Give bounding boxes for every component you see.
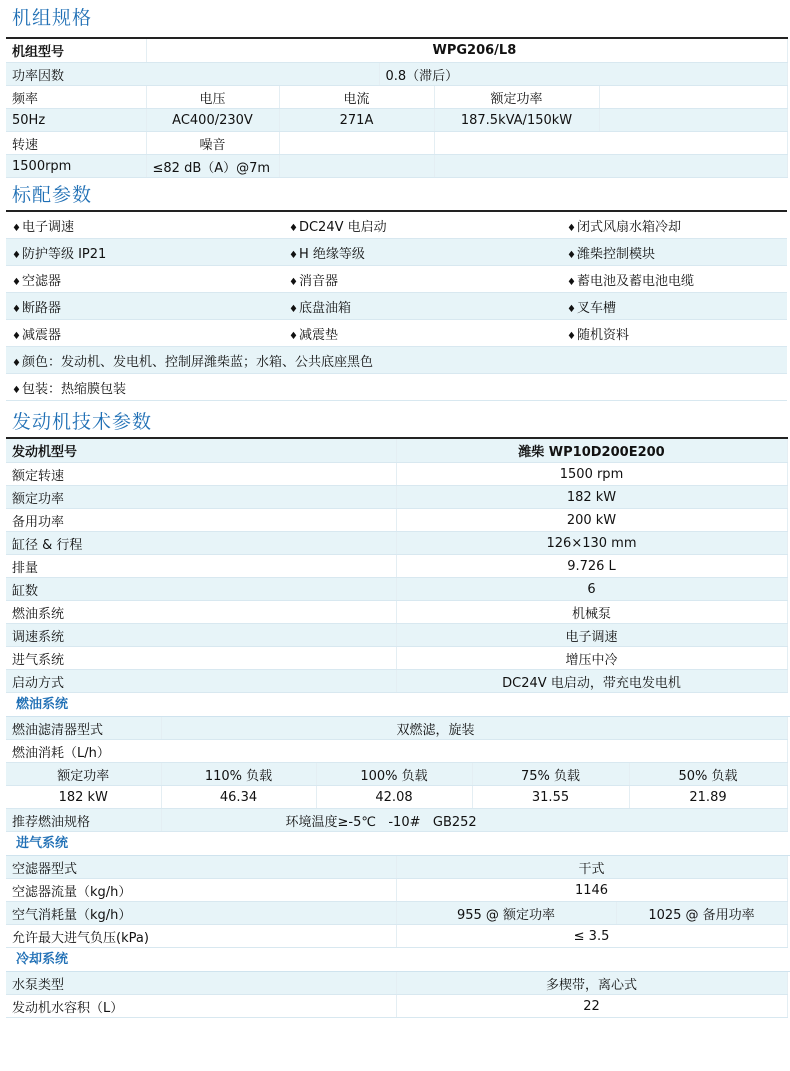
table-row — [6, 647, 787, 670]
table-row — [6, 155, 787, 178]
feature-item: ♦ 叉车槽 — [561, 293, 787, 320]
freq-value: 50Hz — [6, 109, 146, 132]
table-row — [6, 555, 787, 578]
engine-model-value: 潍柴 WP10D200E200 — [396, 438, 787, 463]
engine-param-value: 6 — [396, 578, 787, 601]
fuel-load-header: 75% 负载 — [472, 763, 629, 786]
feature-item: ♦ DC24V 电启动 — [283, 211, 561, 239]
fuel-spec-value: 环境温度≥-5℃ -10# GB252 — [161, 809, 787, 832]
engine-param-value: 182 kW — [396, 486, 787, 509]
unit-model-label: 机组型号 — [6, 38, 146, 63]
standard-config-table — [6, 210, 787, 401]
cooling-system-title: 冷却系统 — [6, 948, 790, 972]
noise-label: 噪音 — [146, 132, 279, 155]
feature-item: ♦ 减震垫 — [283, 320, 561, 347]
section-title-standard-config: 标配参数 — [12, 184, 93, 206]
speed-value: 1500rpm — [6, 155, 146, 178]
unit-spec-table — [6, 37, 788, 178]
table-row — [6, 670, 787, 693]
speed-label: 转速 — [6, 132, 146, 155]
unit-model-value: WPG206/L8 — [146, 38, 787, 63]
power-factor-label: 功率因数 — [6, 63, 379, 86]
fuel-filter-label: 燃油滤清器型式 — [6, 717, 161, 740]
noise-value: ≤82 dB（A）@7m — [146, 155, 279, 178]
engine-model-label: 发动机型号 — [6, 438, 396, 463]
table-row — [6, 763, 787, 786]
table-row — [6, 902, 787, 925]
feature-item: ♦ 底盘油箱 — [283, 293, 561, 320]
engine-param-label: 缸数 — [6, 578, 396, 601]
engine-param-label: 额定功率 — [6, 486, 396, 509]
engine-water-capacity-value: 22 — [396, 995, 787, 1018]
engine-param-label: 启动方式 — [6, 670, 396, 693]
table-row — [6, 856, 787, 879]
feature-item: ♦ 消音器 — [283, 266, 561, 293]
air-filter-type-value: 干式 — [396, 856, 787, 879]
table-row — [6, 486, 787, 509]
freq-label: 频率 — [6, 86, 146, 109]
section-title-unit-spec: 机组规格 — [12, 7, 93, 29]
air-filter-flow-label: 空滤器流量（kg/h） — [6, 879, 396, 902]
table-row — [6, 972, 787, 995]
table-row — [6, 266, 787, 293]
voltage-value: AC400/230V — [146, 109, 279, 132]
engine-param-value: DC24V 电启动，带充电发电机 — [396, 670, 787, 693]
intake-table — [6, 856, 788, 948]
engine-param-label: 额定转速 — [6, 463, 396, 486]
engine-water-capacity-label: 发动机水容积（L） — [6, 995, 396, 1018]
feature-item: ♦ 潍柴控制模块 — [561, 239, 787, 266]
table-row — [6, 717, 787, 740]
rated-power-value: 187.5kVA/150kW — [434, 109, 599, 132]
table-row — [6, 63, 787, 86]
air-filter-type-label: 空滤器型式 — [6, 856, 396, 879]
table-row — [6, 239, 787, 266]
feature-item: ♦ 空滤器 — [6, 266, 283, 293]
current-value: 271A — [279, 109, 434, 132]
package-note: ♦ 包装：热缩膜包装 — [6, 374, 787, 401]
engine-param-value: 200 kW — [396, 509, 787, 532]
max-intake-negative-pressure-value: ≤ 3.5 — [396, 925, 787, 948]
table-row — [6, 740, 787, 763]
fuel-load-header: 50% 负载 — [629, 763, 787, 786]
table-row — [6, 347, 787, 374]
max-intake-negative-pressure-label: 允许最大进气负压(kPa) — [6, 925, 396, 948]
engine-param-value: 9.726 L — [396, 555, 787, 578]
table-row — [6, 879, 787, 902]
engine-param-value: 机械泵 — [396, 601, 787, 624]
table-row — [6, 925, 787, 948]
engine-param-value: 126×130 mm — [396, 532, 787, 555]
engine-param-value: 1500 rpm — [396, 463, 787, 486]
air-filter-flow-value: 1146 — [396, 879, 787, 902]
engine-param-label: 调速系统 — [6, 624, 396, 647]
fuel-spec-label: 推荐燃油规格 — [6, 809, 161, 832]
section-title-engine-params: 发动机技术参数 — [12, 411, 153, 433]
intake-system-title: 进气系统 — [6, 832, 790, 856]
fuel-load-value: 21.89 — [629, 786, 787, 809]
air-consumption-standby: 1025 @ 备用功率 — [616, 902, 787, 925]
table-row — [6, 509, 787, 532]
water-pump-type-value: 多楔带，离心式 — [396, 972, 787, 995]
engine-param-value: 增压中冷 — [396, 647, 787, 670]
table-row — [6, 109, 787, 132]
current-label: 电流 — [279, 86, 434, 109]
fuel-load-header: 额定功率 — [6, 763, 161, 786]
water-pump-type-label: 水泵类型 — [6, 972, 396, 995]
rated-power-label: 额定功率 — [434, 86, 599, 109]
fuel-load-header: 100% 负载 — [316, 763, 472, 786]
table-row — [6, 601, 787, 624]
fuel-load-value: 31.55 — [472, 786, 629, 809]
table-row — [6, 532, 787, 555]
engine-param-label: 进气系统 — [6, 647, 396, 670]
table-row — [6, 786, 787, 809]
feature-item: ♦ 断路器 — [6, 293, 283, 320]
fuel-load-value: 182 kW — [6, 786, 161, 809]
fuel-load-value: 42.08 — [316, 786, 472, 809]
feature-item: ♦ 蓄电池及蓄电池电缆 — [561, 266, 787, 293]
fuel-system-title: 燃油系统 — [6, 693, 790, 717]
engine-param-value: 电子调速 — [396, 624, 787, 647]
air-consumption-rated: 955 @ 额定功率 — [396, 902, 616, 925]
engine-table — [6, 437, 788, 693]
feature-item: ♦ 减震器 — [6, 320, 283, 347]
table-row — [6, 578, 787, 601]
table-row — [6, 438, 787, 463]
table-row — [6, 320, 787, 347]
color-note: ♦ 颜色：发动机、发电机、控制屏潍柴蓝；水箱、公共底座黑色 — [6, 347, 514, 374]
air-consumption-label: 空气消耗量（kg/h） — [6, 902, 396, 925]
voltage-label: 电压 — [146, 86, 279, 109]
power-factor-value: 0.8（滞后） — [379, 63, 787, 86]
engine-param-label: 排量 — [6, 555, 396, 578]
feature-item: ♦ 防护等级 IP21 — [6, 239, 283, 266]
table-row — [6, 374, 787, 401]
fuel-filter-value: 双燃滤，旋装 — [161, 717, 787, 740]
feature-item: ♦ H 绝缘等级 — [283, 239, 561, 266]
feature-item: ♦ 电子调速 — [6, 211, 283, 239]
table-row — [6, 809, 787, 832]
table-row — [6, 624, 787, 647]
engine-param-label: 备用功率 — [6, 509, 396, 532]
table-row — [6, 132, 787, 155]
fuel-consumption-label: 燃油消耗（L/h） — [6, 740, 787, 763]
table-row — [6, 995, 787, 1018]
fuel-load-value: 46.34 — [161, 786, 316, 809]
table-row — [6, 86, 787, 109]
feature-item: ♦ 随机资料 — [561, 320, 787, 347]
feature-item: ♦ 闭式风扇水箱冷却 — [561, 211, 787, 239]
table-row — [6, 293, 787, 320]
table-row — [6, 211, 787, 239]
engine-param-label: 缸径 & 行程 — [6, 532, 396, 555]
cooling-table — [6, 972, 788, 1018]
engine-param-label: 燃油系统 — [6, 601, 396, 624]
fuel-load-header: 110% 负载 — [161, 763, 316, 786]
table-row — [6, 38, 787, 63]
table-row — [6, 463, 787, 486]
fuel-table — [6, 717, 788, 832]
